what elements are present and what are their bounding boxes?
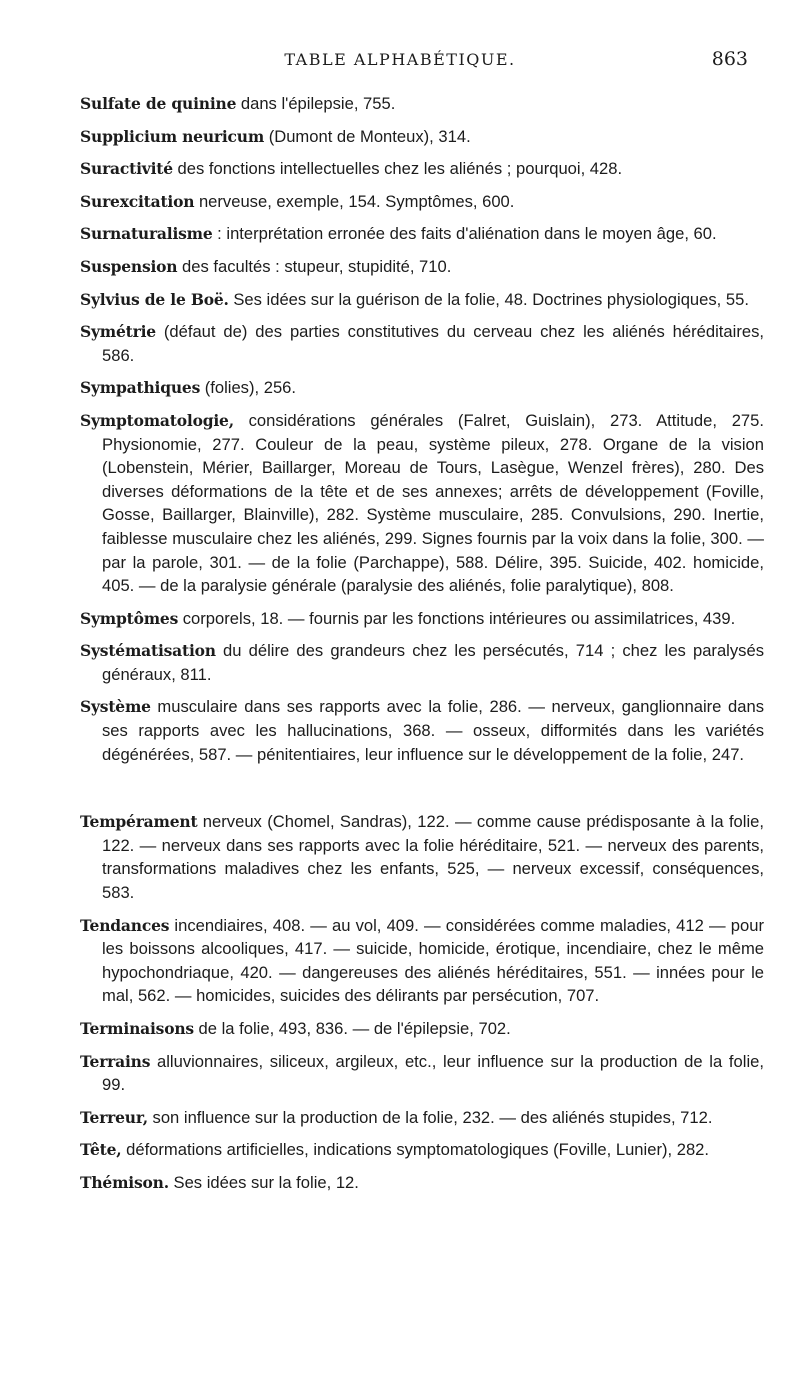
index-entry (80, 320, 764, 367)
entry-headword: Sulfate de quinine (80, 94, 237, 113)
entry-text: de la folie, 493, 836. — de l'épilepsie, 702. (193, 1019, 511, 1038)
index-entry (80, 639, 764, 686)
entry-headword: Tempérament (80, 812, 198, 832)
entry-text: considérations générales (Falret, Guislain), 273. Attitude, 275. Physionomie, 277. Couleur de la peau, système pileux, 278. Organe de la vision (Lobenstein, Mérier, Baillarger, Moreau de Tours, Lasègue, Wenzel frères), 280. Des diverses déformations de la tête et de ses annexes; arrêts de développement (Foville, Gosse, Baillarger, Blainville), 282. Système musculaire, 285. Convulsions, 290. Inertie, faiblesse musculaire chez les aliénés, 299. Signes fournis par la voix dans la folie, 300. — par la parole, 301. — de la folie (Parchappe), 588. Délire, 395. Suicide, 402. homicide, 405. — de la paralysie générale (paralysie des aliénés, folie paralytique), 808. (102, 410, 764, 596)
entry-text: des facultés : stupeur, stupidité, 710. (177, 256, 452, 276)
entry-headword: Suspension (80, 256, 178, 276)
entry-headword: Système (80, 697, 151, 717)
entry-text: dans l'épilepsie, 755. (236, 94, 396, 113)
running-header (0, 50, 800, 80)
entry-text: Ses idées sur la guérison de la folie, 48. Doctrines physiologiques, 55. (228, 289, 749, 309)
entry-text: du délire des grandeurs chez les persécutés, 714 ; chez les paralysés généraux, 811. (102, 641, 764, 684)
index-entry (80, 1050, 764, 1097)
index-entry (80, 409, 764, 598)
page-number: 863 (711, 48, 748, 70)
entry-headword: Tendances (80, 915, 170, 935)
entry-text: incendiaires, 408. — au vol, 409. — considérées comme maladies, 412 — pour les boissons alcooliques, 417. — suicide, homicide, érotique, incendiaire, chez le même hypochondriaque, 420. — dangereuses des aliénés héréditaires, 551. — innées pour le mal, 562. — homicides, suicides des délirants par persécution, 707. (102, 915, 764, 1006)
index-entry (80, 157, 764, 181)
entry-headword: Tête, (80, 1140, 122, 1160)
index-entry (80, 125, 764, 149)
entry-headword: Symptomatologie, (80, 410, 234, 430)
entry-text: des fonctions intellectuelles chez les aliénés ; pourquoi, 428. (172, 159, 623, 179)
entry-text: alluvionnaires, siliceux, argileux, etc., leur influence sur la production de la folie, 99. (102, 1051, 764, 1095)
index-entry (80, 1106, 764, 1130)
entry-headword: Sympathiques (80, 378, 201, 398)
index-entry (80, 810, 764, 904)
entry-headword: Thémison. (80, 1172, 169, 1192)
entry-headword: Supplicium neuricum (80, 126, 265, 146)
index-entry (80, 914, 764, 1008)
index-entry (80, 695, 764, 766)
index-entry (80, 222, 764, 246)
entry-headword: Surnaturalisme (80, 224, 213, 244)
index-entry (80, 1171, 764, 1195)
entry-headword: Terrains (80, 1051, 151, 1071)
index-entry (80, 1017, 764, 1041)
entry-text: : interprétation erronée des faits d'aliénation dans le moyen âge, 60. (212, 224, 717, 244)
running-title: TABLE ALPHABÉTIQUE. (284, 50, 516, 69)
entry-headword: Sylvius de le Boë. (80, 289, 229, 309)
entry-text: nerveuse, exemple, 154. Symptômes, 600. (194, 191, 515, 211)
entry-text: (défaut de) des parties constitutives du cerveau chez les aliénés héréditaires, 586. (102, 322, 764, 365)
entry-headword: Symétrie (80, 322, 156, 342)
index-entry (80, 1138, 764, 1162)
entry-text: corporels, 18. — fournis par les fonctions intérieures ou assimilatrices, 439. (178, 608, 736, 628)
entry-text: (folies), 256. (200, 378, 297, 398)
entry-headword: Terminaisons (80, 1019, 194, 1038)
index-entry (80, 288, 764, 312)
entry-text: (Dumont de Monteux), 314. (264, 126, 471, 146)
entry-text: déformations artificielles, indications symptomatologiques (Foville, Lunier), 282. (121, 1140, 710, 1160)
entry-headword: Suractivité (80, 159, 173, 179)
entry-text: musculaire dans ses rapports avec la folie, 286. — nerveux, ganglionnaire dans ses rapports avec les hallucinations, 368. — osseux, difformités dans les variétés dégénérées, 587. — pénitentiaires, leur influence sur le développement de la folie, 247. (102, 697, 764, 764)
entry-text: son influence sur la production de la folie, 232. — des aliénés stupides, 712. (147, 1107, 713, 1127)
entry-text: Ses idées sur la folie, 12. (168, 1172, 359, 1192)
index-entry (80, 255, 764, 279)
entry-headword: Terreur, (80, 1107, 148, 1127)
index-entry (80, 376, 764, 400)
entry-headword: Systématisation (80, 641, 216, 661)
entry-text: nerveux (Chomel, Sandras), 122. — comme cause prédisposante à la folie, 122. — nerveux dans ses rapports avec la folie héréditaire, 521. — nerveux des parents, transformations maladives chez les enfants, 525, — nerveux excessif, conséquences, 583. (102, 812, 764, 903)
entry-headword: Symptômes (80, 608, 179, 628)
index-entries (80, 92, 764, 1204)
index-entry (80, 607, 764, 631)
entry-headword: Surexcitation (80, 191, 195, 211)
index-entry (80, 190, 764, 214)
index-entry (80, 92, 764, 116)
